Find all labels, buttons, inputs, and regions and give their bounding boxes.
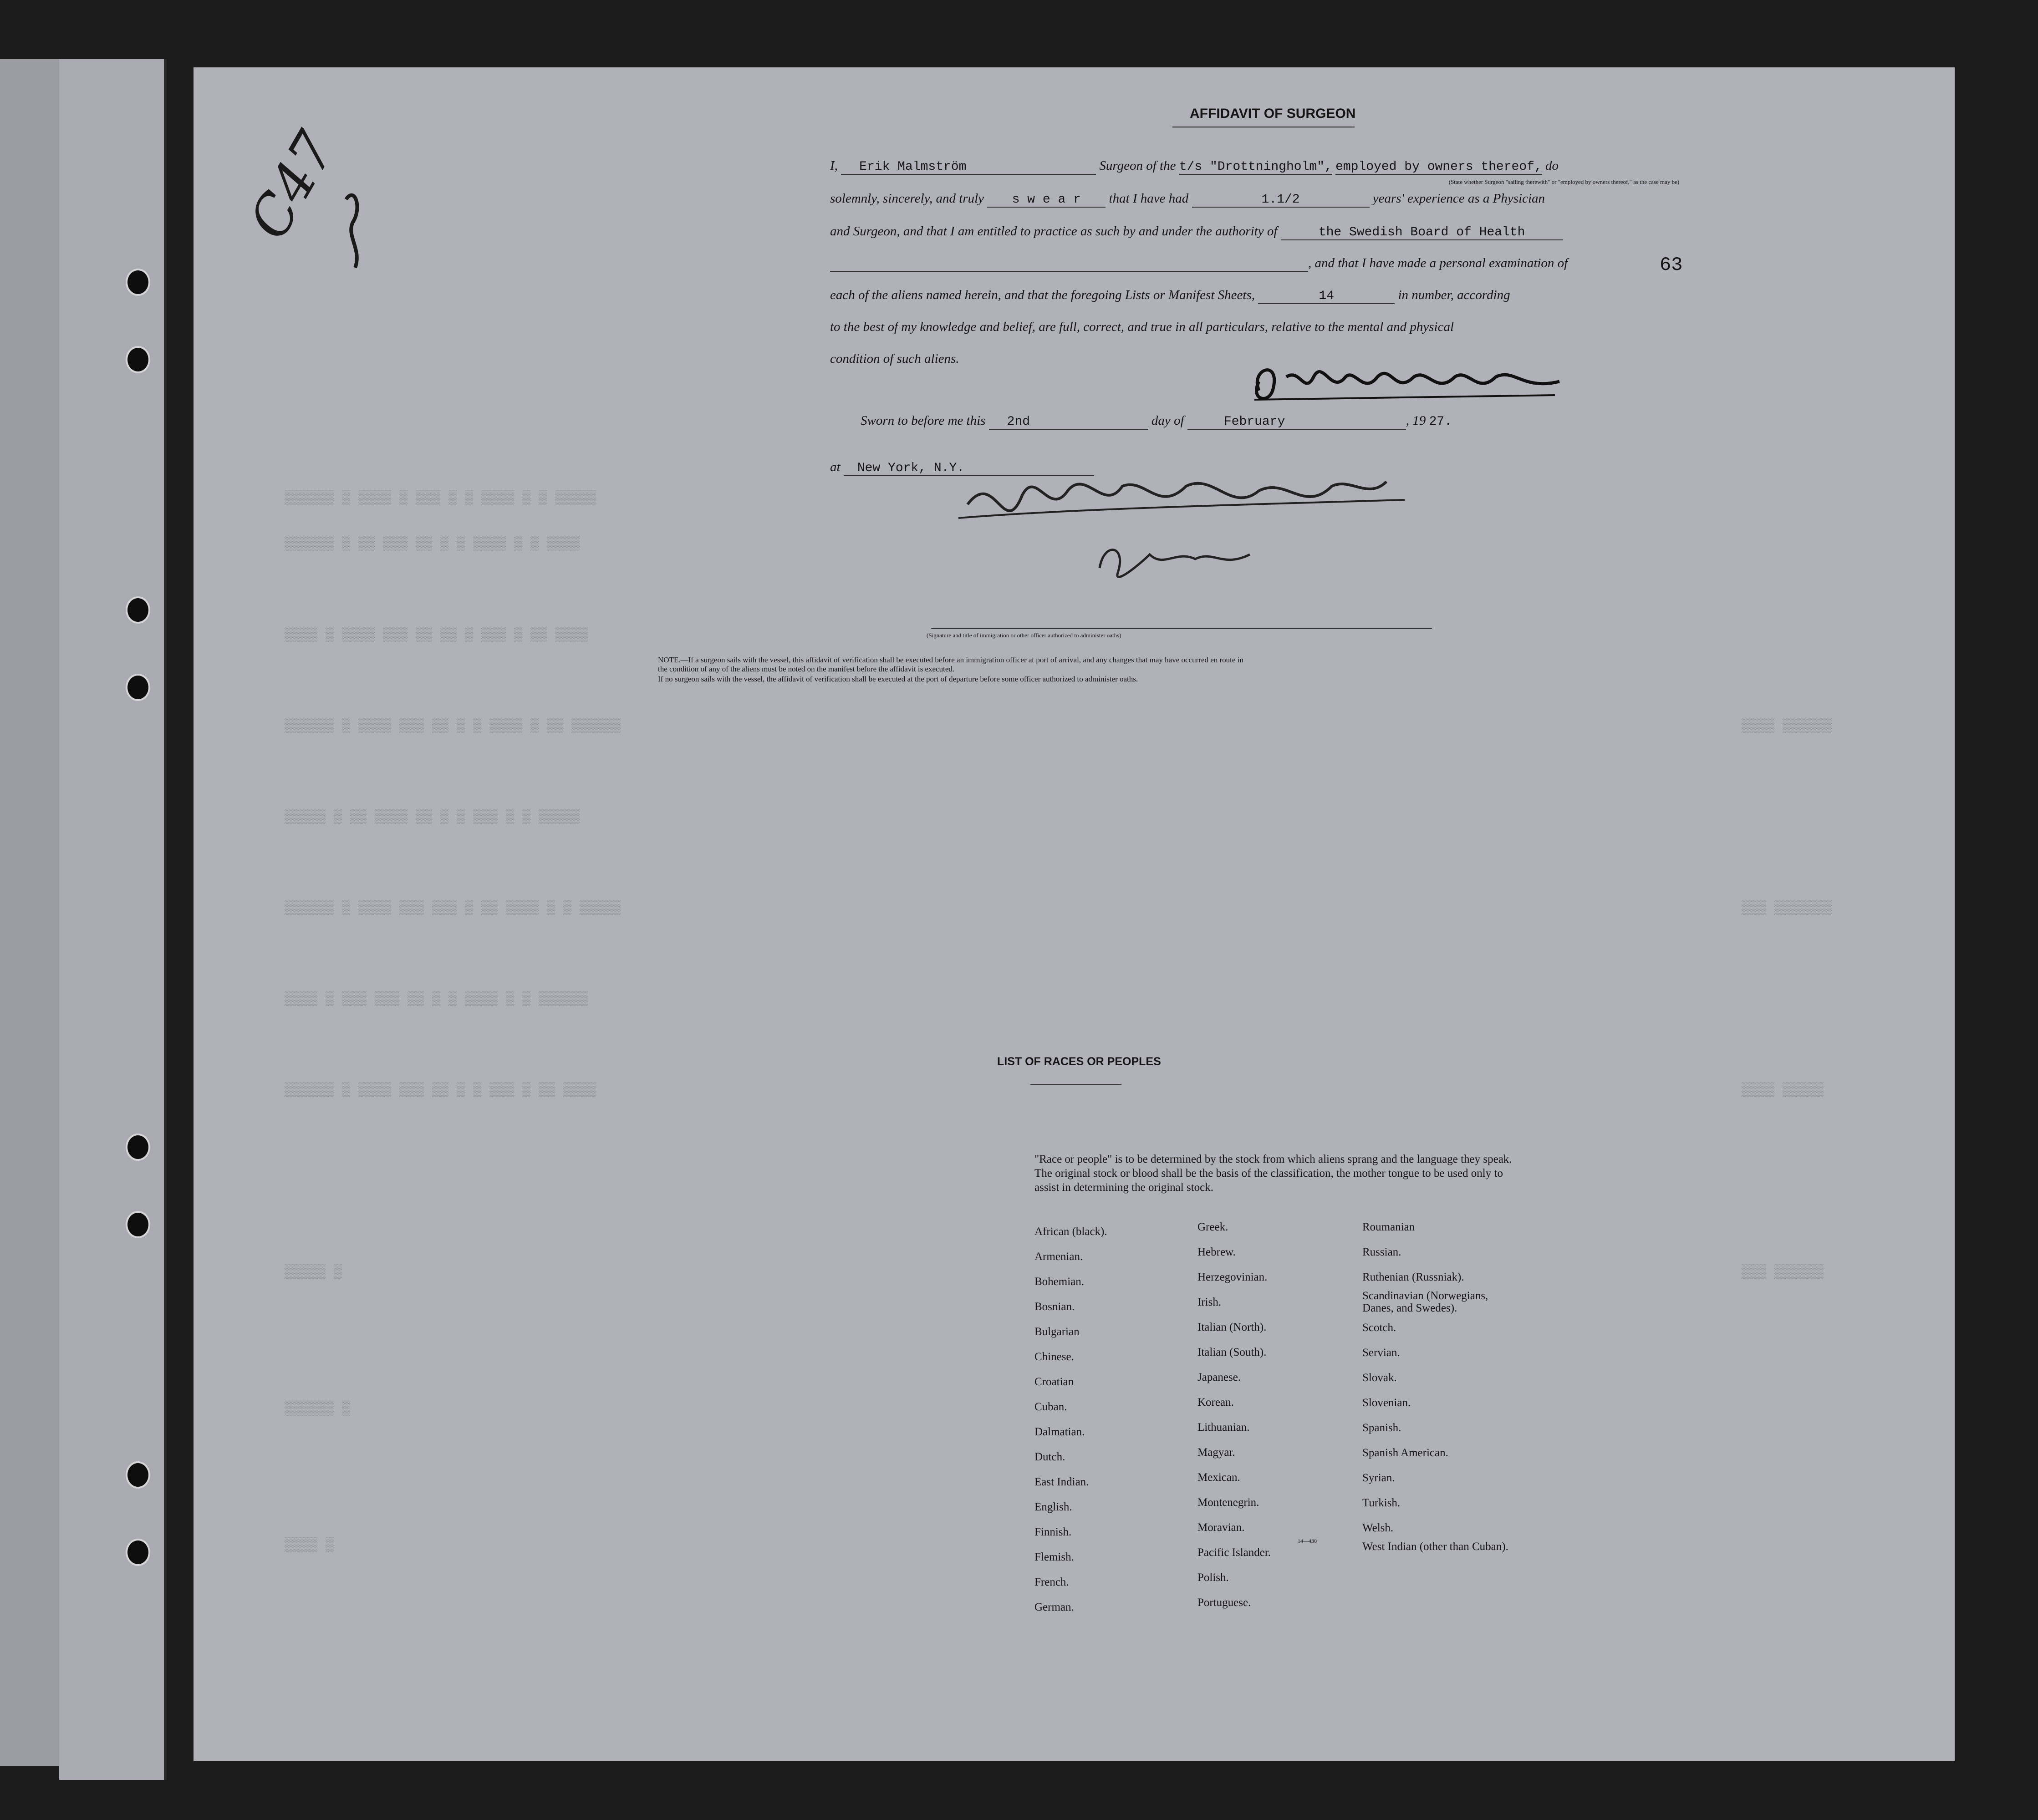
l1-pre: I, — [830, 158, 838, 173]
race-item: West Indian (other than Cuban). — [1362, 1540, 1508, 1553]
races-title: LIST OF RACES OR PEOPLES — [997, 1055, 1161, 1068]
binding-spine — [59, 59, 167, 1780]
note-line-1: NOTE.—If a surgeon sails with the vessel, this affidavit of verification shall be executed before an immigration officer at port of arrival, and any changes that may have occurred en route in — [658, 656, 1243, 664]
races-column-2 — [1197, 1215, 1271, 1615]
employment: employed by owners thereof, — [1335, 160, 1542, 174]
l1-mid: Surgeon of the — [1099, 158, 1176, 173]
l2-end: years' experience as a Physician — [1372, 191, 1545, 206]
affidavit-line-3 — [830, 224, 1563, 246]
race-item: Moravian. — [1197, 1521, 1245, 1534]
race-item: Bulgarian — [1034, 1326, 1080, 1338]
corner-annotation — [237, 121, 367, 277]
race-item: Magyar. — [1197, 1446, 1235, 1459]
officer-signature — [931, 450, 1432, 641]
race-item: Mexican. — [1197, 1471, 1240, 1484]
form-number: 14—430 — [1298, 1538, 1317, 1544]
affidavit-line-7: condition of such aliens. — [830, 351, 959, 366]
race-item: Japanese. — [1197, 1371, 1241, 1383]
race-item: Welsh. — [1362, 1522, 1394, 1534]
race-item: Lithuanian. — [1197, 1421, 1250, 1434]
l2-pre: solemnly, sincerely, and truly — [830, 191, 984, 206]
race-item: German. — [1034, 1601, 1074, 1613]
race-item: Armenian. — [1034, 1251, 1083, 1263]
sworn-day: 2nd — [989, 415, 1148, 430]
race-item: Italian (North). — [1197, 1321, 1267, 1333]
surgeon-signature — [1241, 350, 1569, 413]
affidavit-page: ▒▒▒▒▒▒ ▒ ▒▒▒▒ ▒ ▒▒▒ ▒ ▒ ▒▒▒▒ ▒ ▒ ▒▒▒▒▒ ▒▒▒▒▒▒ ▒ ▒▒ ▒▒▒ ▒▒ ▒ ▒ ▒▒▒▒ ▒ ▒ ▒▒▒▒ ▒▒▒▒ ▒ ▒▒▒▒ ▒▒▒ ▒▒ ▒▒ ▒ ▒▒▒ ▒ ▒▒ ▒▒▒▒ ▒▒▒▒▒▒ ▒ ▒▒▒▒ ▒▒▒ ▒▒ ▒ ▒ ▒▒▒▒ ▒ ▒▒ ▒▒▒▒▒▒ ▒▒▒▒▒ ▒ ▒▒ ▒▒▒▒ ▒▒ ▒ ▒ ▒▒▒ ▒ ▒ ▒▒▒▒▒ ▒▒▒▒▒▒ ▒ ▒▒▒▒ ▒▒▒ ▒▒▒ ▒ ▒▒ ▒▒▒▒ ▒ ▒ ▒▒▒▒▒ ▒▒▒▒ ▒ ▒▒▒ ▒▒▒ ▒▒ ▒ ▒ ▒▒▒▒ ▒ ▒ ▒▒▒▒▒▒ ▒▒▒▒▒▒ ▒ ▒▒▒▒ ▒▒▒ ▒▒ ▒ ▒ ▒▒▒ ▒ ▒▒ ▒▒▒▒ ▒▒▒▒▒ ▒ ▒▒▒▒▒▒ ▒ ▒▒▒▒ ▒ ▒▒▒▒ ▒▒▒▒▒▒ ▒▒▒ ▒▒▒▒▒▒▒ ▒▒▒▒ ▒▒▒▒▒ ▒▒▒ ▒▒▒▒▒▒ C47 63 AFFIDAVIT OF SURGEON I, Erik Malmström Surgeon of the t/s "Drottningholm", employed by owners thereof, do (State whether Surgeon "sailing therewith" or "employed by owners thereof," as the case may be) solemnly, sincerely, and truly s w e a r that I have had 1.1/2 years' experience as a Physician and Surgeon, and that I am entitled to practice as such by and under the authority of the Swedish Board of Health , and that I have made a personal examination of each of the aliens named herein, and that the foregoing Lists or Manifest Sheets, 14 in number, according to the best of my knowledge and belief, are full, correct, and true in all particulars, relative to the mental and physical condition of such aliens. Sworn to before me this 2nd day of February , 19 27. at New York, N.Y. (Signature and title of immigration or other officer authorized to administer oaths) NOTE.—If a surgeon sails with the vessel, this affidavit of verification shall be executed before an immigration officer at port of arrival, and any changes that may have occurred en route in the condition of any of the aliens must be noted on the manifest before the affidavit is executed. If no surgeon sails with the vessel, the affidavit of verification shall be executed at the port of departure before some officer authorized to administer oaths. LIST OF RACES OR PEOPLES "Race or people" is to be determined by the stock from which aliens sprang and the language they speak. The original stock or blood shall be the basis of the classification, the mother tongue to be used only to assist in determining the original stock. African (black). Armenian. Bohemian. Bosnian. Bulgarian Chinese. Croatian Cuban. Dalmatian. Dutch. East Indian. English. Finnish. Flemish. French. German. Greek. Hebrew. Herzegovinian. Irish. Italian (North). Italian (South). Japanese. Korean. Lithuanian. Magyar. Mexican. Montenegrin. Moravian. Pacific Islander. Polish. Portuguese. Roumanian Russian. Ruthenian (Russniak). Scandinavian (Norwegians, Danes, and Swedes). Scotch. Servian. Slovak. Slovenian. Spanish. Spanish American. Syrian. Turkish. Welsh. West Indian (other than Cuban). 14—430 — [194, 67, 1955, 1761]
race-item: Russian. — [1362, 1246, 1401, 1258]
race-item: Croatian — [1034, 1376, 1074, 1388]
vessel-name: t/s "Drottningholm", — [1179, 160, 1332, 174]
race-item: Herzegovinian. — [1197, 1271, 1268, 1283]
officer-line — [931, 628, 1432, 629]
years-experience: 1.1/2 — [1192, 193, 1370, 208]
l2-mid: that I have had — [1109, 191, 1189, 206]
at-place: New York, N.Y. — [844, 461, 1094, 476]
l4: , and that I have made a personal examination of — [1308, 256, 1568, 270]
race-item: Flemish. — [1034, 1551, 1074, 1563]
sworn-mid: day of — [1151, 413, 1184, 428]
race-item: Portuguese. — [1197, 1596, 1251, 1609]
authority: the Swedish Board of Health — [1281, 225, 1563, 240]
race-item: Polish. — [1197, 1571, 1229, 1584]
races-title-rule — [1030, 1084, 1121, 1085]
binding-hole — [126, 1211, 150, 1238]
sworn-year: 27. — [1429, 415, 1452, 429]
race-item: Korean. — [1197, 1396, 1234, 1408]
l5-pre: each of the aliens named herein, and that the foregoing Lists or Manifest Sheets, — [830, 288, 1255, 302]
affidavit-line-4 — [830, 256, 1568, 278]
page-number: 63 — [1660, 254, 1683, 276]
race-item: Irish. — [1197, 1296, 1222, 1308]
race-item: Slovak. — [1362, 1372, 1397, 1384]
binding-hole — [126, 1539, 150, 1566]
race-item: Roumanian — [1362, 1221, 1415, 1233]
affidavit-line-5 — [830, 288, 1510, 310]
authority-continued-blank — [830, 256, 1308, 272]
race-item: East Indian. — [1034, 1476, 1089, 1488]
employment-note: (State whether Surgeon "sailing therewith" or "employed by owners thereof," as the case may be) — [1448, 178, 1680, 185]
race-item: Greek. — [1197, 1221, 1228, 1233]
race-item: Bohemian. — [1034, 1276, 1085, 1288]
binding-hole — [126, 674, 150, 701]
binding-hole — [126, 1134, 150, 1161]
previous-page-edge — [0, 59, 59, 1766]
binding-hole — [126, 596, 150, 624]
race-item: English. — [1034, 1501, 1072, 1513]
affidavit-line-1 — [830, 158, 1559, 180]
affidavit-title: AFFIDAVIT OF SURGEON — [1190, 106, 1356, 121]
sworn-year-pre: , 19 — [1406, 413, 1426, 428]
race-item: Cuban. — [1034, 1401, 1067, 1413]
race-item: Spanish. — [1362, 1422, 1401, 1434]
race-item: African (black). — [1034, 1225, 1107, 1238]
race-item: Syrian. — [1362, 1472, 1395, 1484]
race-item: Dalmatian. — [1034, 1426, 1085, 1438]
race-item: Slovenian. — [1362, 1397, 1411, 1409]
race-item: Chinese. — [1034, 1351, 1074, 1363]
race-item: Pacific Islander. — [1197, 1546, 1271, 1559]
race-item: Scandinavian (Norwegians, Danes, and Swedes). — [1362, 1290, 1488, 1314]
race-item: Scotch. — [1362, 1322, 1396, 1334]
races-intro: "Race or people" is to be determined by the stock from which aliens sprang and the language they speak. The original stock or blood shall be the basis of the classification, the mother tongue to be used only to assist in determining the original stock. — [1034, 1153, 1512, 1194]
sheet-count: 14 — [1258, 289, 1395, 304]
affidavit-line-6: to the best of my knowledge and belief, are full, correct, and true in all particulars, relative to the mental and physical — [830, 320, 1454, 334]
binding-hole — [126, 269, 150, 296]
note-line-3: If no surgeon sails with the vessel, the affidavit of verification shall be executed at the port of departure before some officer authorized to administer oaths. — [658, 675, 1138, 683]
race-item: Italian (South). — [1197, 1346, 1267, 1358]
race-item: Bosnian. — [1034, 1301, 1075, 1313]
races-column-3 — [1362, 1215, 1517, 1554]
race-item: Turkish. — [1362, 1497, 1401, 1509]
oath: s w e a r — [987, 193, 1106, 208]
l5-end: in number, according — [1398, 288, 1510, 302]
race-item: French. — [1034, 1576, 1069, 1588]
race-item: Montenegrin. — [1197, 1496, 1259, 1509]
officer-caption: (Signature and title of immigration or other officer authorized to administer oaths) — [927, 632, 1121, 639]
sworn-pre: Sworn to before me this — [861, 413, 986, 428]
affidavit-line-2 — [830, 191, 1545, 213]
at-label: at — [830, 460, 841, 474]
sworn-line — [861, 413, 1452, 435]
race-item: Dutch. — [1034, 1451, 1065, 1463]
binding-hole — [126, 346, 150, 373]
binding-hole — [126, 1461, 150, 1489]
surgeon-name: Erik Malmström — [841, 160, 1096, 175]
l1-end: do — [1545, 158, 1559, 173]
race-item: Spanish American. — [1362, 1447, 1448, 1459]
race-item: Hebrew. — [1197, 1246, 1236, 1258]
race-item: Ruthenian (Russniak). — [1362, 1271, 1464, 1283]
sworn-month: February — [1187, 415, 1406, 430]
note-line-2: the condition of any of the aliens must be noted on the manifest before the affidavit is executed. — [658, 665, 955, 673]
race-item: Servian. — [1362, 1347, 1400, 1359]
races-column-1 — [1034, 1219, 1107, 1620]
race-item: Finnish. — [1034, 1526, 1072, 1538]
corner-annotation-text: C47 — [237, 121, 348, 250]
l3-pre: and Surgeon, and that I am entitled to practice as such by and under the authority of — [830, 224, 1278, 239]
